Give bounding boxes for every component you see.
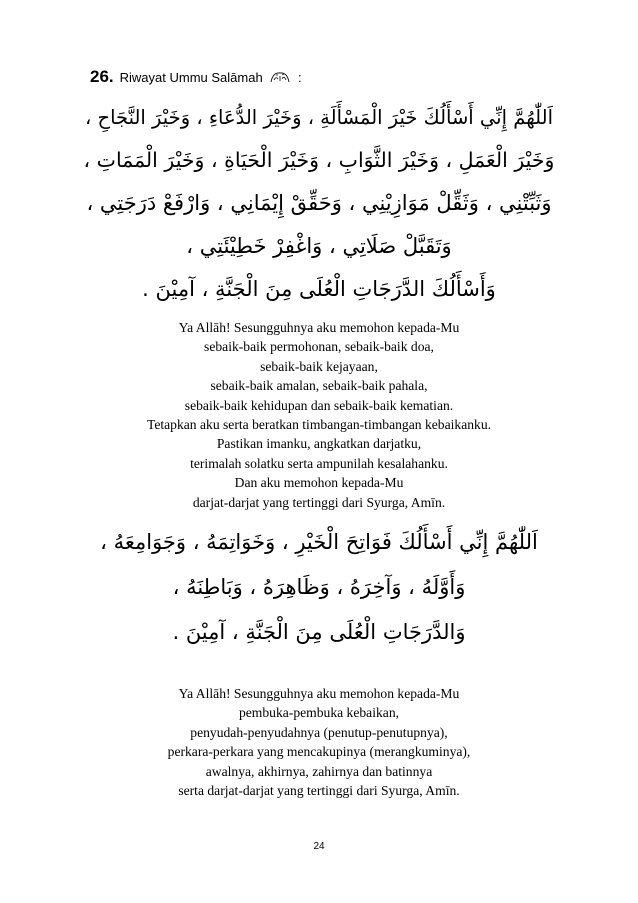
section-heading (90, 67, 302, 87)
translation-line: sebaik-baik kehidupan dan sebaik-baik kematian. (184, 397, 454, 413)
prayer-1-translation (40, 318, 598, 512)
translation-line: sebaik-baik permohonan, sebaik-baik doa, (204, 339, 434, 355)
arabic-line: وَثَبِّتْنِي ، وَثَقِّلْ مَوَازِيْنِي ، وَحَقِّقْ إِيْمَانِي ، وَارْفَعْ دَرَجَتِي ، (86, 191, 552, 215)
page-number: 24 (313, 841, 325, 852)
translation-line: Pastikan imanku, angkatkan darjatku, (216, 436, 422, 452)
translation-line: sebaik-baik kejayaan, (260, 358, 378, 374)
arabic-line: وَأَسْأَلُكَ الدَّرَجَاتِ الْعُلَى مِنَ الْجَنَّةِ ، آمِيْنَ . (142, 277, 496, 301)
translation-line: pembuka-pembuka kebaikan, (238, 705, 400, 721)
translation-line: awalnya, akhirnya, zahirnya dan batinnya (205, 763, 433, 779)
prayer-2-arabic (80, 520, 558, 655)
translation-line: terimalah solatku serta ampunilah kesalahanku. (190, 455, 448, 471)
translation-line: Dan aku memohon kepada-Mu (234, 475, 404, 491)
arabic-line: وَأَوَّلَهُ ، وَآخِرَهُ ، وَظَاهِرَهُ ، وَبَاطِنَهُ ، (172, 575, 466, 599)
arabic-line: وَتَقَبَّلْ صَلَاتِي ، وَاغْفِرْ خَطِيْئَتِي ، (186, 234, 452, 258)
arabic-line: وَخَيْرَ الْعَمَلِ ، وَخَيْرَ الثَّوَابِ ، وَخَيْرَ الْحَيَاةِ ، وَخَيْرَ الْمَمَاتِ ، (83, 148, 555, 172)
arabic-line: اَللّٰهُمَّ إِنِّي أَسْأَلُكَ فَوَاتِحَ الْخَيْرِ ، وَخَوَاتِمَهُ ، وَجَوَامِعَهُ ، (100, 530, 538, 554)
section-colon: : (297, 70, 302, 85)
translation-line: perkara-perkara yang mencakupinya (merangkuminya), (167, 744, 471, 760)
translation-line: serta darjat-darjat yang tertinggi dari Syurga, Amīn. (178, 783, 460, 799)
radhiyallahu-anha-seal-icon (269, 70, 291, 84)
translation-line: Ya Allāh! Sesungguhnya aku memohon kepada-Mu (178, 686, 460, 701)
translation-line: Tetapkan aku serta beratkan timbangan-timbangan kebaikanku. (146, 417, 492, 433)
arabic-line: وَالدَّرَجَاتِ الْعُلَى مِنَ الْجَنَّةِ ، آمِيْنَ . (172, 620, 466, 644)
prayer-1-arabic (80, 96, 558, 311)
arabic-line: اَللّٰهُمَّ إِنِّي أَسْأَلُكَ خَيْرَ الْمَسْأَلَةِ ، وَخَيْرَ الدُّعَاءِ ، وَخَيْرَ النَّجَاحِ ، (84, 106, 553, 129)
translation-line: sebaik-baik amalan, sebaik-baik pahala, (210, 378, 428, 394)
translation-line: Ya Allāh! Sesungguhnya aku memohon kepada-Mu (178, 320, 460, 335)
translation-line: penyudah-penyudahnya (penutup-penutupnya), (190, 724, 448, 740)
translation-line: darjat-darjat yang tertinggi dari Syurga, Amīn. (192, 494, 446, 510)
section-number: 26. (90, 67, 114, 86)
prayer-2-translation (40, 684, 598, 800)
section-title: Riwayat Ummu Salāmah (119, 70, 263, 85)
